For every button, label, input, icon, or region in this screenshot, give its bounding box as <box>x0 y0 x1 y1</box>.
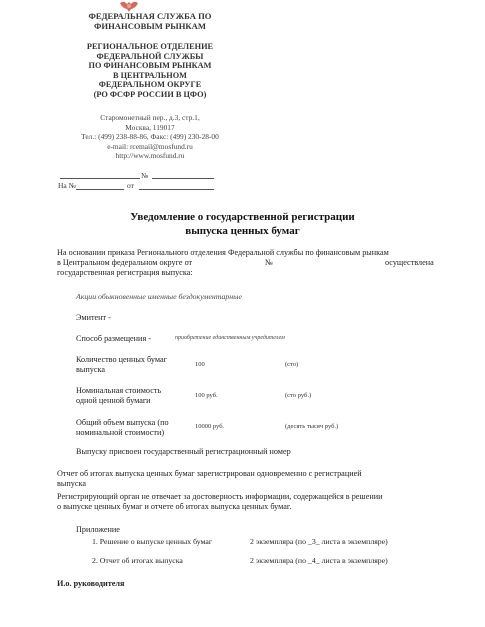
address-website: http://www.mosfund.ru <box>115 151 185 160</box>
reply-date-line <box>139 189 214 190</box>
intro-line-2a: в Центральном федеральном округе от <box>57 258 193 267</box>
outgoing-number-line <box>152 178 214 179</box>
disclaimer-line-2: о выпуске ценных бумаг и отчете об итогах выпуска ценных бумаг. <box>57 502 292 511</box>
reply-number-line <box>76 189 124 190</box>
intro-line-2b: осуществлена <box>385 258 434 267</box>
placement-label: Способ размещения - <box>76 334 151 343</box>
dept-line-3: ПО ФИНАНСОВЫМ РЫНКАМ <box>88 61 212 70</box>
quantity-label-line2: выпуска <box>76 365 105 374</box>
total-words: (десять тысяч руб.) <box>285 423 339 430</box>
reply-from-label: от <box>127 181 134 190</box>
service-name-line2: ФИНАНСОВЫМ РЫНКАМ <box>94 21 206 31</box>
address-line-2: Москва, 119017 <box>125 123 175 132</box>
address-email: e-mail: rcemail@mosfund.ru <box>107 141 193 151</box>
attachments-heading: Приложение <box>76 525 120 534</box>
report-line-2: выпуска <box>57 479 86 488</box>
dept-line-5: ФЕДЕРАЛЬНОМ ОКРУГЕ <box>98 80 202 89</box>
dept-line-2: ФЕДЕРАЛЬНОЙ СЛУЖБЫ <box>96 51 204 61</box>
nominal-label-line2: одной ценной бумаги <box>76 396 151 405</box>
report-line-1: Отчет об итогах выпуска ценных бумаг зарегистрирован одновременно с регистрацией <box>57 469 362 478</box>
registration-number-line: Выпуску присвоен государственный регистрационный номер <box>76 447 291 456</box>
quantity-label-line1: Количество ценных бумаг <box>76 355 168 364</box>
reply-number-prefix: На № <box>58 181 76 190</box>
nominal-value: 100 руб. <box>195 392 218 399</box>
document-title-line1: Уведомление о государственной регистрации <box>130 211 355 223</box>
nominal-label-line1: Номинальная стоимость <box>76 386 162 395</box>
intro-line-2-number-sign: № <box>265 258 273 267</box>
issuer-label: Эмитент - <box>76 313 111 322</box>
attachment-1-label: 1. Решение о выпуске ценных бумаг <box>92 537 213 546</box>
total-label-line1: Общий объем выпуска (по <box>76 418 169 427</box>
quantity-words: (сто) <box>285 361 299 368</box>
quantity-value: 100 <box>195 361 205 368</box>
nominal-words: (сто руб.) <box>285 392 312 399</box>
dept-line-6: (РО ФСФР РОССИИ В ЦФО) <box>93 89 207 99</box>
intro-line-3: государственная регистрация выпуска: <box>57 268 193 277</box>
signature-title: И.о. руководителя <box>57 579 125 588</box>
placement-value: приобретение единственным учредителем <box>175 335 285 341</box>
address-line-3: Тел.: (499) 238-88-86, Факс: (499) 230-28-00 <box>81 132 219 141</box>
attachment-2-copies: 2 экземпляра (по _4_ листа в экземпляре) <box>250 556 388 565</box>
document-title-line2: выпуска ценных бумаг <box>185 225 300 237</box>
outgoing-date-line <box>60 178 140 179</box>
service-name-line1: ФЕДЕРАЛЬНАЯ СЛУЖБА ПО <box>88 11 212 21</box>
security-type: Акции обыкновенные именные бездокументарные <box>76 292 242 301</box>
disclaimer-line-1: Регистрирующий орган не отвечает за достоверность информации, содержащейся в решении <box>57 492 383 501</box>
total-value: 10000 руб. <box>195 423 225 430</box>
total-label-line2: номинальной стоимости) <box>76 428 165 437</box>
dept-line-1: РЕГИОНАЛЬНОЕ ОТДЕЛЕНИЕ <box>86 42 214 51</box>
attachment-2-label: 2. Отчет об итогах выпуска <box>92 556 183 565</box>
address-line-1: Старомонетный пер., д.3, стр.1, <box>100 113 200 122</box>
outgoing-number-sign: № <box>141 171 149 180</box>
dept-line-4: В ЦЕНТРАЛЬНОМ <box>113 70 187 80</box>
intro-line-1: На основании приказа Регионального отделения Федеральной службы по финансовым рынкам <box>57 248 389 257</box>
attachment-1-copies: 2 экземпляра (по _3_ листа в экземпляре) <box>250 537 388 546</box>
